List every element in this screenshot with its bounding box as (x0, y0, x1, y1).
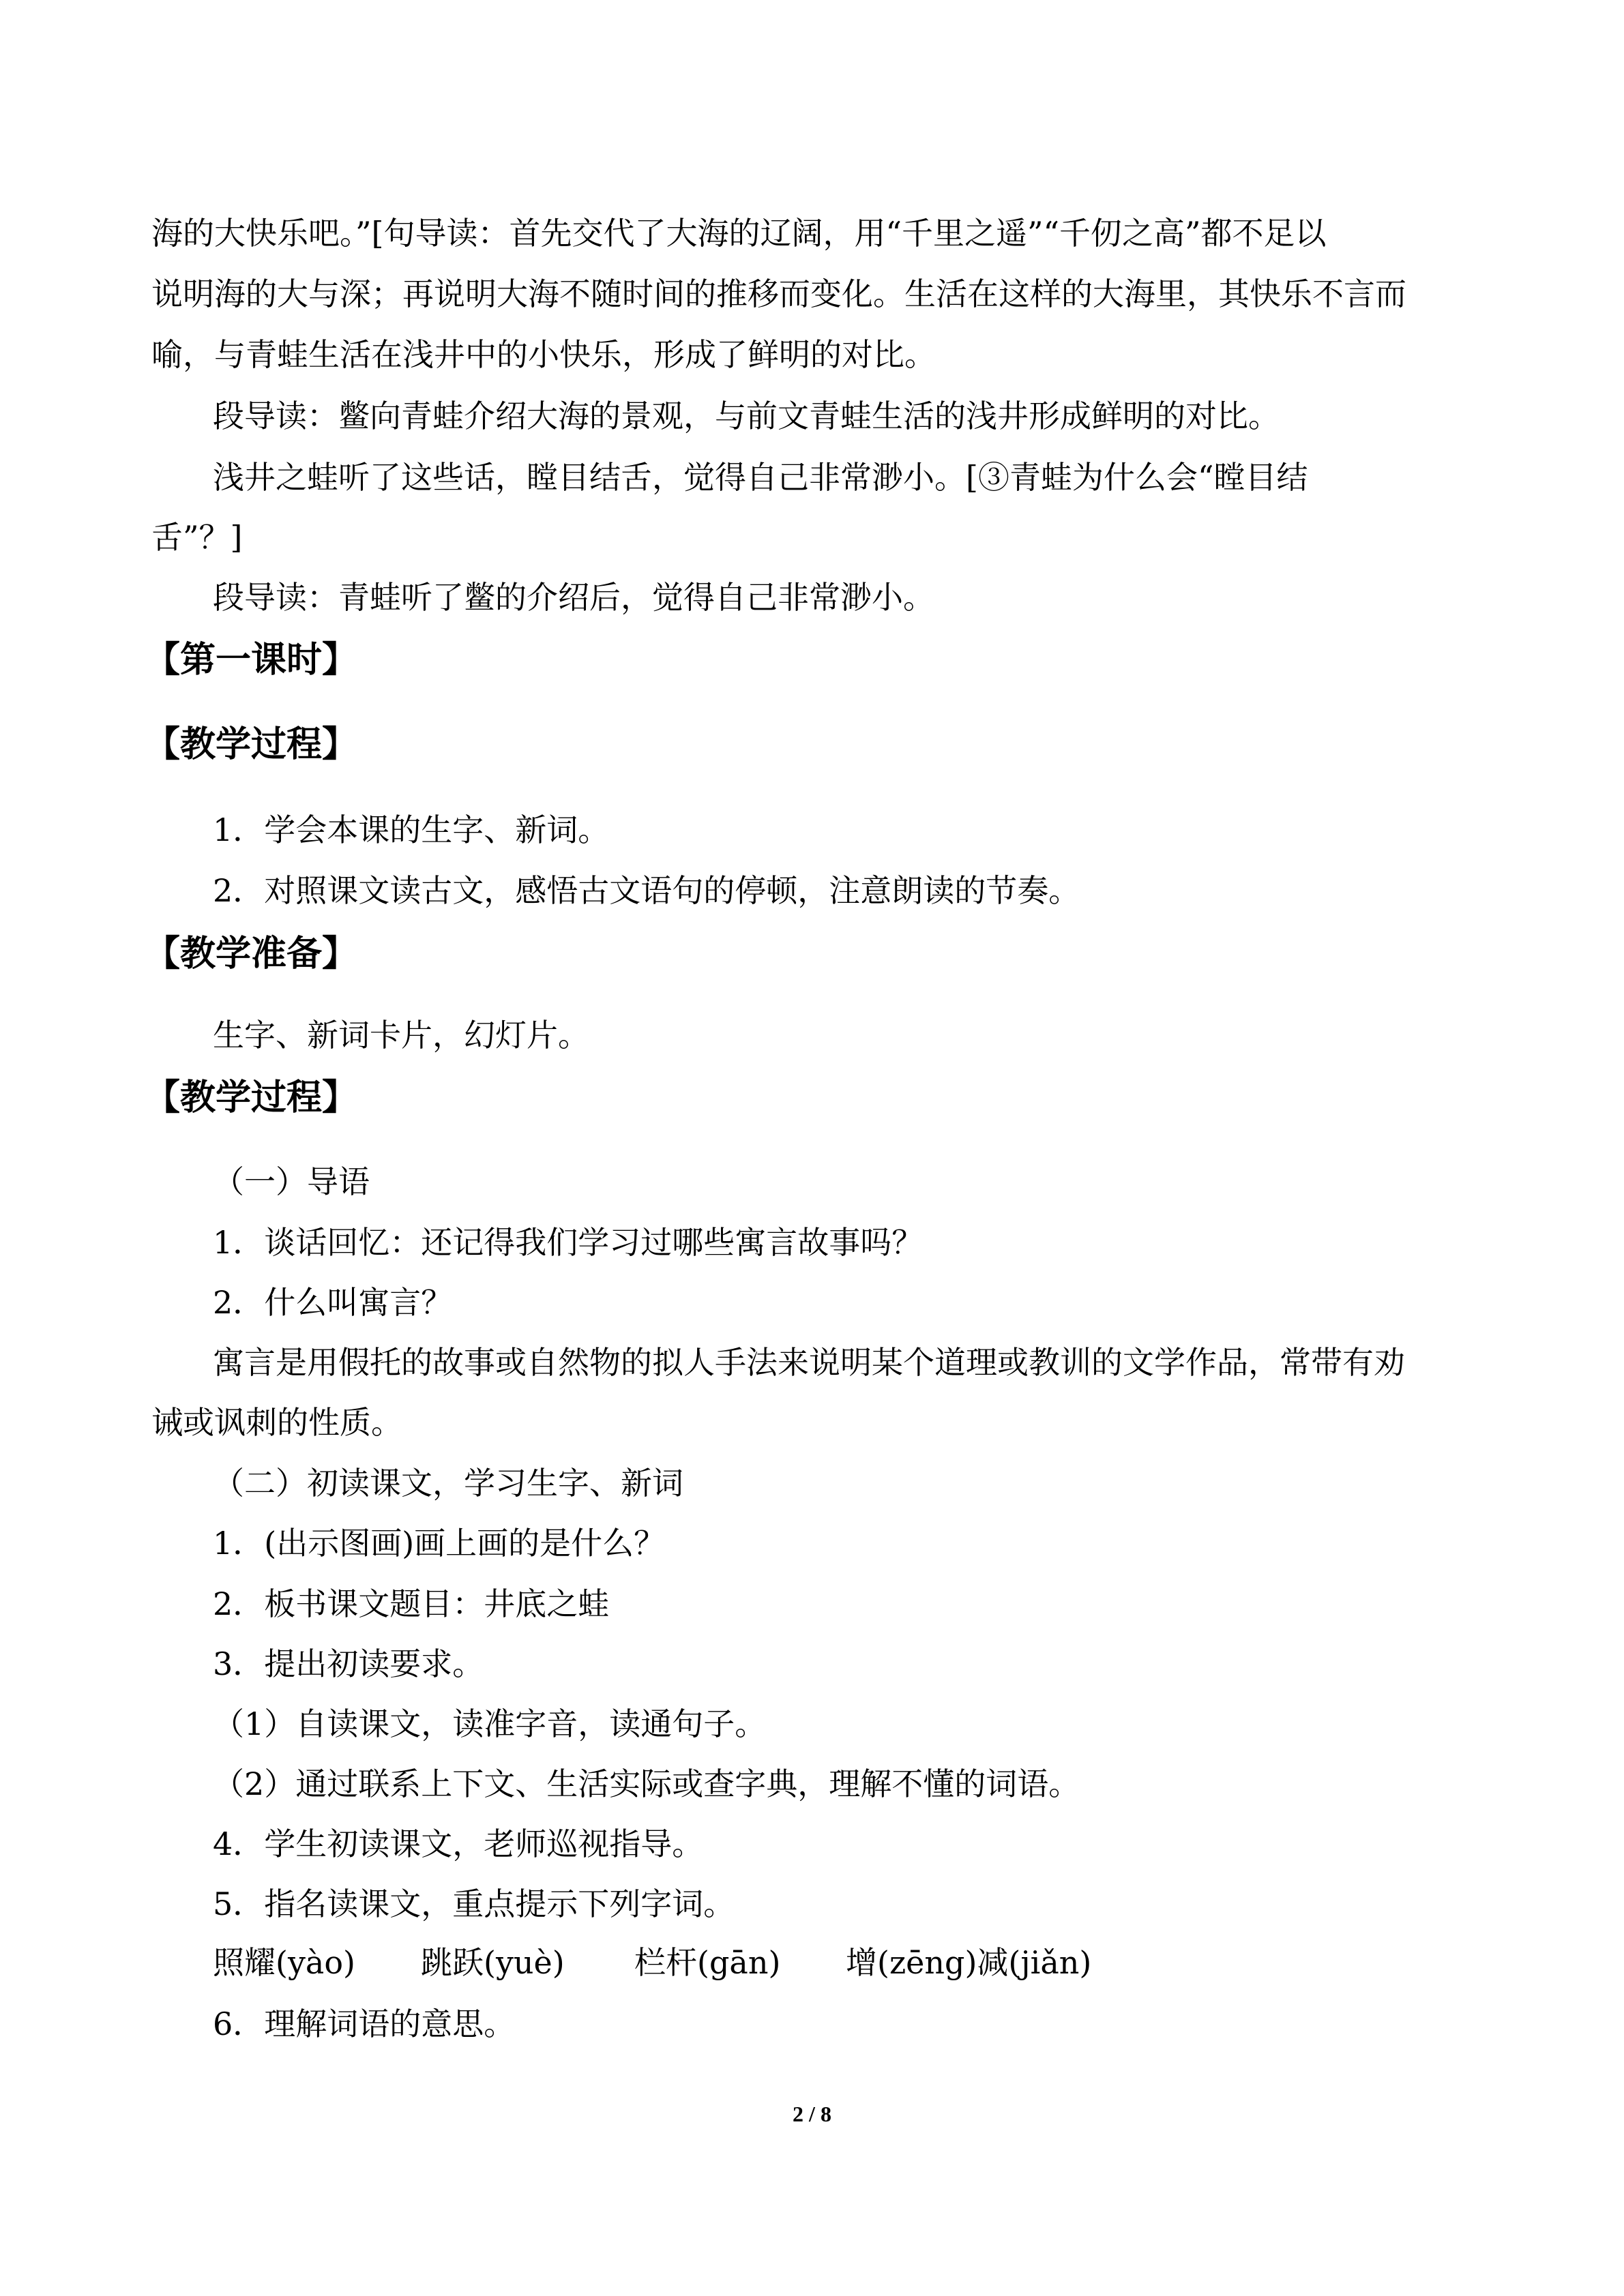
process-line: 4．学生初读课文，老师巡视指导。 (213, 1825, 704, 1862)
process-line: （二）初读课文，学习生字、新词 (213, 1465, 683, 1502)
process-line: 2．什么叫寓言？ (213, 1284, 453, 1321)
pinyin-word: 照耀(yào) (213, 1944, 355, 1981)
process-line: 5．指名读课文，重点提示下列字词。 (213, 1885, 735, 1922)
pinyin-word: 增(zēng)减(jiǎn) (846, 1944, 1092, 1981)
pinyin-word: 栏杆(gān) (634, 1944, 781, 1981)
text-line: 喻，与青蛙生活在浅井中的小快乐，形成了鲜明的对比。 (151, 336, 936, 373)
process-line: 2．板书课文题目：井底之蛙 (213, 1585, 610, 1622)
process-line: 1．谈话回忆：还记得我们学习过哪些寓言故事吗？ (213, 1224, 924, 1261)
text-line: 海的大快乐吧。”[句导读：首先交代了大海的辽阔，用“千里之遥”“千仞之高”都不足以 (151, 215, 1327, 252)
section-heading-teaching-process: 【教学过程】 (145, 1077, 358, 1118)
goal-item: 1．学会本课的生字、新词。 (213, 811, 610, 848)
process-line: （一）导语 (213, 1163, 370, 1200)
process-line: 3．提出初读要求。 (213, 1645, 484, 1682)
preparation-text: 生字、新词卡片，幻灯片。 (213, 1017, 589, 1054)
goal-item: 2．对照课文读古文，感悟古文语句的停顿，注意朗读的节奏。 (213, 872, 1080, 909)
text-line: 说明海的大与深；再说明大海不随时间的推移而变化。生活在这样的大海里，其快乐不言而 (151, 275, 1406, 312)
text-line: 舌”？] (151, 519, 243, 556)
process-line: 寓言是用假托的故事或自然物的拟人手法来说明某个道理或教训的文学作品，常带有劝 (213, 1344, 1405, 1381)
section-heading-first-lesson: 【第一课时】 (145, 640, 358, 681)
pinyin-word: 跳跃(yuè) (421, 1944, 565, 1981)
page-number: 2 / 8 (793, 2102, 831, 2126)
section-heading-teaching-preparation: 【教学准备】 (145, 934, 358, 974)
process-line: （1）自读课文，读准字音，读通句子。 (213, 1705, 767, 1742)
process-line: 1．(出示图画)画上画的是什么？ (213, 1525, 666, 1562)
section-heading-teaching-process: 【教学过程】 (145, 724, 358, 765)
process-line: （2）通过联系上下文、生活实际或查字典，理解不懂的词语。 (213, 1765, 1080, 1802)
process-line: 6．理解词语的意思。 (213, 2006, 516, 2042)
text-line: 段导读：鳖向青蛙介绍大海的景观，与前文青蛙生活的浅井形成鲜明的对比。 (213, 398, 1280, 434)
text-line: 段导读：青蛙听了鳖的介绍后，觉得自己非常渺小。 (213, 579, 934, 616)
process-line: 诫或讽刺的性质。 (151, 1404, 402, 1441)
text-line: 浅井之蛙听了这些话，瞠目结舌，觉得自己非常渺小。[③青蛙为什么会“瞠目结 (213, 459, 1308, 496)
